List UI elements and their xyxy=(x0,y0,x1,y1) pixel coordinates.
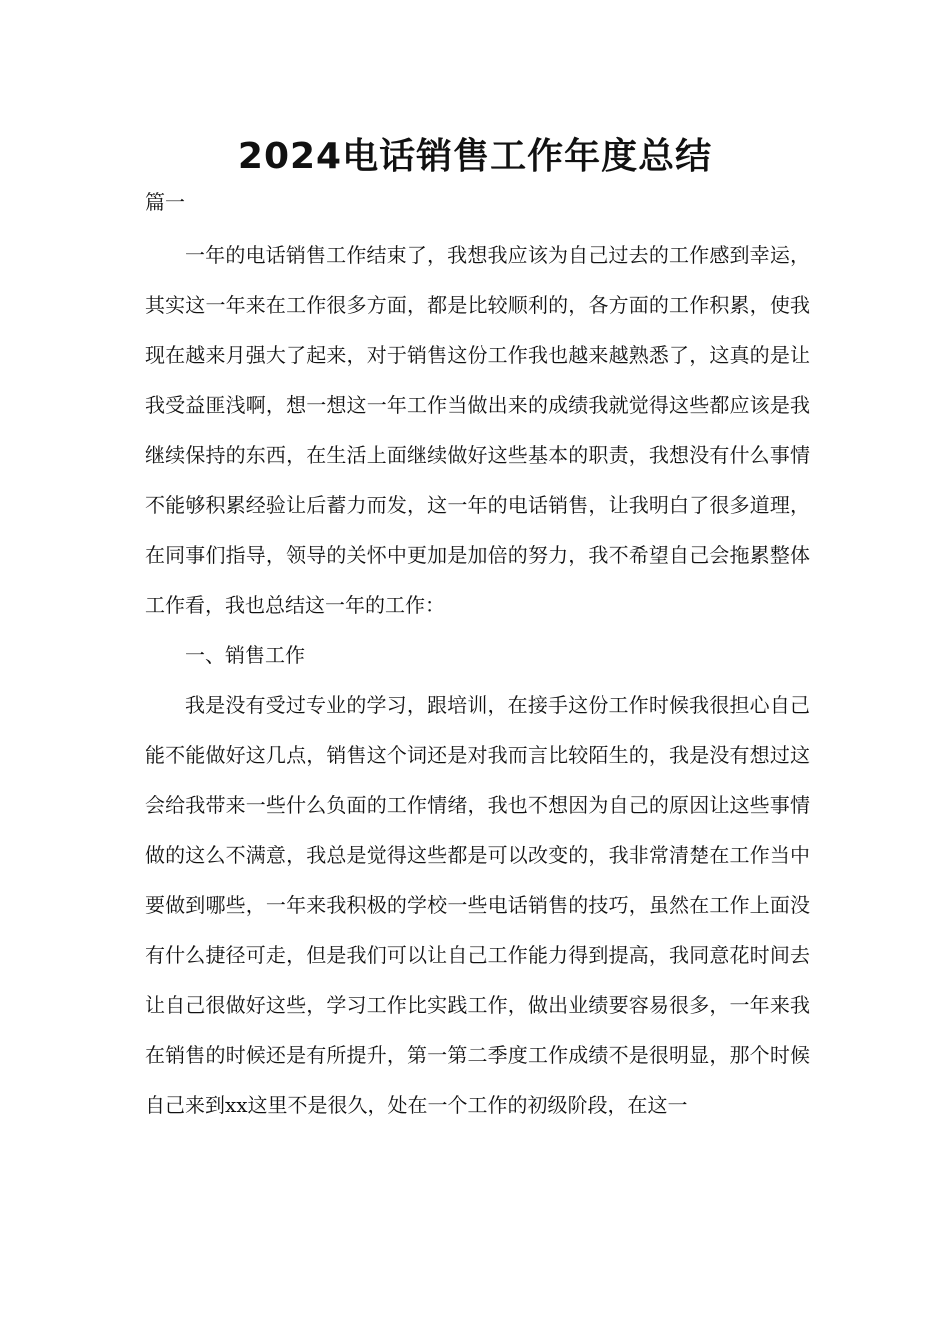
document-body xyxy=(145,230,810,1130)
document-title: 2024电话销售工作年度总结 xyxy=(237,136,713,177)
heading-sales-work: 一、销售工作 xyxy=(185,643,305,667)
section-label: 篇一 xyxy=(145,190,185,214)
paragraph-sales-work: 我是没有受过专业的学习，跟培训，在接手这份工作时候我很担心自己能不能做好这几点，销售这个词还是对我而言比较陌生的，我是没有想过这会给我带来一些什么负面的工作情绪，我也不想因为自己的原因让这些事情做的这么不满意，我总是觉得这些都是可以改变的，我非常清楚在工作当中要做到哪些，一年来我积极的学校一些电话销售的技巧，虽然在工作上面没有什么捷径可走，但是我们可以让自己工作能力得到提高，我同意花时间去让自己很做好这些，学习工作比实践工作，做出业绩要容易很多，一年来我在销售的时候还是有所提升，第一第二季度工作成绩不是很明显，那个时候自己来到xx这里不是很久，处在一个工作的初级阶段，在这一 xyxy=(145,693,810,1117)
paragraph-intro: 一年的电话销售工作结束了，我想我应该为自己过去的工作感到幸运，其实这一年来在工作很多方面，都是比较顺利的，各方面的工作积累，使我现在越来月强大了起来，对于销售这份工作我也越来越熟悉了，这真的是让我受益匪浅啊，想一想这一年工作当做出来的成绩我就觉得这些都应该是我继续保持的东西，在生活上面继续做好这些基本的职责，我想没有什么事情不能够积累经验让后蓄力而发，这一年的电话销售，让我明白了很多道理，在同事们指导，领导的关怀中更加是加倍的努力，我不希望自己会拖累整体工作看，我也总结这一年的工作： xyxy=(145,243,810,617)
